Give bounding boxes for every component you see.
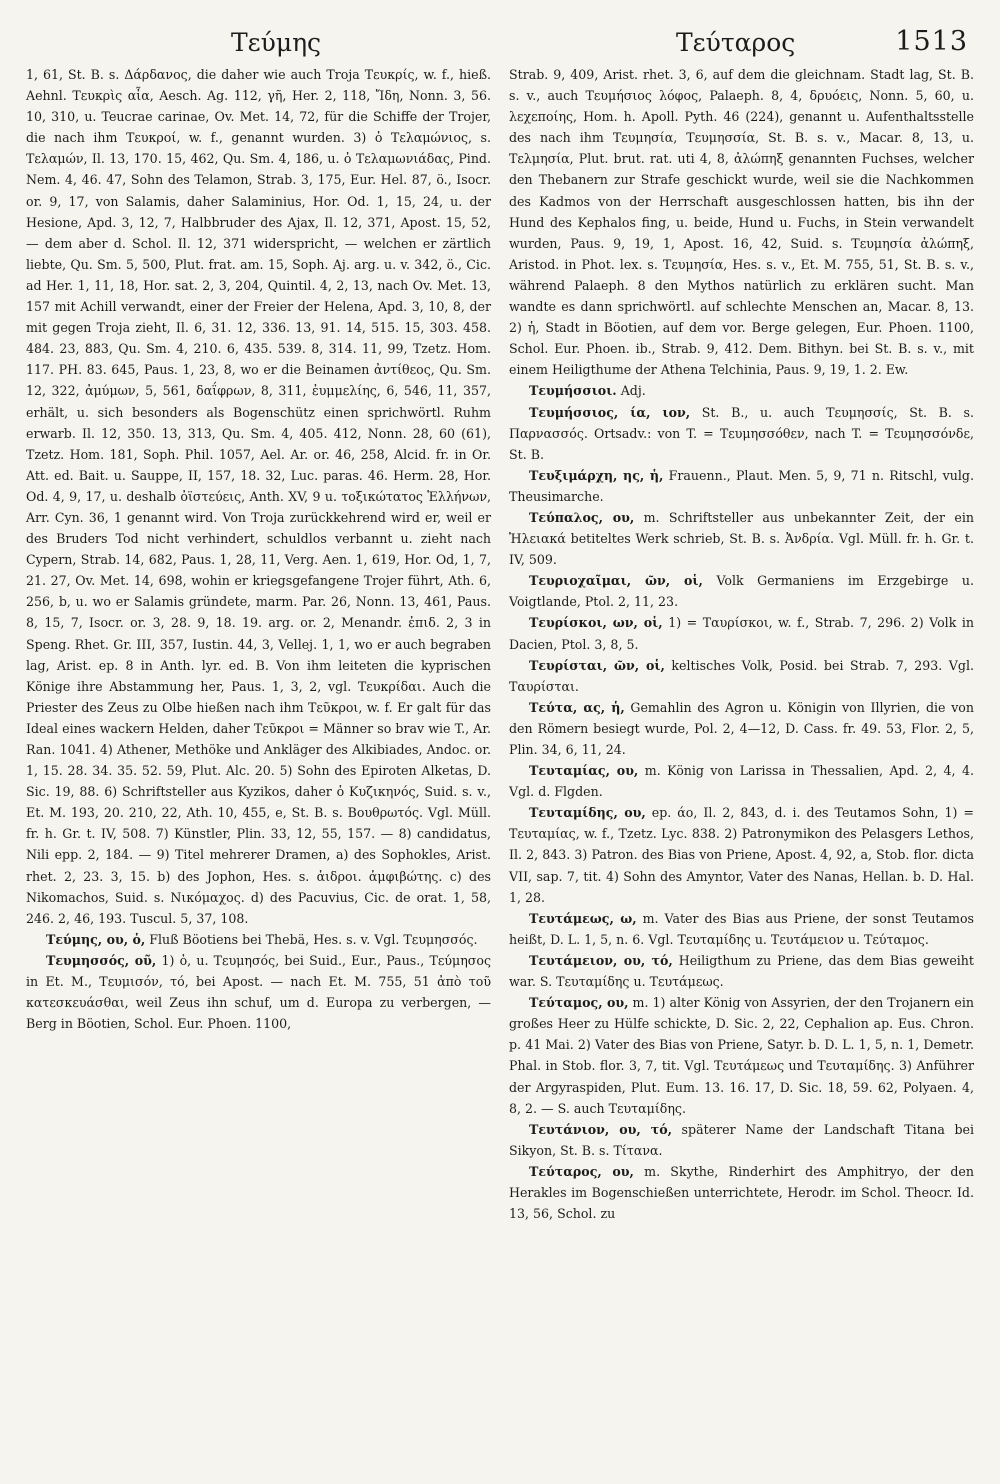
entry-text: 1, 61, St. B. s. Δάρδανος, die daher wie auch Troja Τευκρίς, w. f., hieß. Aehnl. Τευκρὶς αἶα, Aesch. Ag. 112, γῆ, Her. 2, 118, Ἴδη, Nonn. 3, 56. 10, 310, u. Teucrae carinae, Ov. Met. 14, 72, für die Schiffe der Trojer, die nach ihm Τευκροί, w. f., genannt wurden. 3) ὁ Τελαμώνιος, s. Τελαμών, Il. 13, 170. 15, 462, Qu. Sm. 4, 186, u. ὁ Τελαμωνιάδας, Pind. Nem. 4, 46. 47, Sohn des Telamon, Strab. 3, 175, Eur. Hel. 87, ö., Isocr. or. 9, 17, von Salamis, daher Salaminius, Hor. Od. 1, 15, 24, u. der Hesione, Apd. 3, 12, 7, Halbbruder des Ajax, Il. 12, 371, Apost. 15, 52, — dem aber d. Schol. Il. 12, 371 widerspricht, — welchen er zärtlich liebte, Qu. Sm. 5, 500, Plut. frat. am. 15, Soph. Aj. arg. u. v. 342, ö., Cic. ad Her. 1, 11, 18, Hor. sat. 2, 3, 204, Quintil. 4, 2, 13, nach Ov. Met. 13, 157 mit Achill verwandt, einer der Freier der Helena, Apd. 3, 10, 8, der mit gegen Troja zieht, Il. 6, 31. 12, 336. 13, 91. 14, 515. 15, 303. 458. 484. 23, 883, Qu. Sm. 4, 210. 6, 435. 539. 8, 314. 11, 99, Tzetz. Hom. 117. PH. 83. 645, Paus. 1, 23, 8, wo er die Beinamen ἀντίθεος, Qu. Sm. 12, 322, ἀμύμων, 5, 561, δαΐφρων, 8, 311, ἐυμμελίης, 6, 546, 11, 357, erhält, u. sich besonders als Bogenschütz einen sprichwörtl. Ruhm erwarb. Il. 12, 350. 13, 313, Qu. Sm. 4, 405. 412, Nonn. 28, 60 (61), Tzetz. Hom. 181, Soph. Phil. 1057, Ael. Ar. or. 46, 258, Alcid. fr. in Or. Att. ed. Bait. u. Sauppe, II, 157, 18. 32, Luc. paras. 46. Herm. 28, Hor. Od. 4, 9, 17, u. deshalb ὀϊστεύεις, Anth. XV, 9 u. τοξικώτατος Ἑλλήνων, Arr. Cyn. 36, 1 genannt wird. Von Troja zurückkehrend wird er, weil er des Bruders Tod nicht verhindert, schuldlos verbannt u. zieht nach Cypern, Strab. 14, 682, Paus. 1, 28, 11, Verg. Aen. 1, 619, Hor. Od, 1, 7, 21. 27, Ov. Met. 14, 698, wohin er kriegsgefangene Trojer führt, Ath. 6, 256, b, u. wo er Salamis gründete, marm. Par. 26, Nonn. 13, 461, Paus. 8, 15, 7, Isocr. or. 3, 28. 9, 18. 19. arg. or. 2, Menandr. ἐπιδ. 2, 3 in Speng. Rhet. Gr. III, 357, Iustin. 44, 3, Vellej. 1, 1, wo er auch begraben lag, Arist. ep. 8 in Anth. lyr. ed. B. Von ihm leiteten die kyprischen Könige ihre Abstammung her, Paus. 1, 3, 2, vgl. Τευκρίδαι. Auch die Priester des Zeus zu Olbe hießen nach ihm Τεῦκροι, w. f. Er galt für das Ideal eines wackern Helden, daher Τεῦκροι = Männer so brav wie T., Ar. Ran. 1041. 4) Athener, Methöke und Ankläger des Alkibiades, Andoc. or. 1, 15. 28. 34. 35. 52. 59, Plut. Alc. 20. 5) Sohn des Epiroten Alketas, D. Sic. 19, 88. 6) Schriftsteller aus Kyzikos, daher ὁ Κυζικηνός, Suid. s. v., Et. M. 193, 20. 210, 22, Ath. 10, 455, e, St. B. s. Βουθρωτός. Vgl. Müll. fr. h. Gr. t. IV, 508. 7) Künstler, Plin. 33, 12, 55, 157. — 8) candidatus, Nili epp. 2, 184. — 9) Titel mehrerer Dramen, a) des Sophokles, Arist. rhet. 2, 23. 3, 15. b) des Jophon, Hes. s. ἀιδροι. ἀμφιβώτης. c) des Nikomachos, Suid. s. Νικόμαχος. d) des Pacuvius, Cic. de orat. 1, 58, 246. 2, 46, 193. Tuscul. 5, 37, 108.	[26, 67, 491, 926]
entry-text: 1) ὁ, u. Τευμησός, bei Suid., Eur., Paus., Τεύμησος in Et. M., Τευμισόν, τό, bei Apost. — nach Et. M. 755, 51 ἀπὸ τοῦ κατεσκευάσθαι, weil Zeus ihn schuf, um d. Europa zu verbergen, — Berg in Böotien, Schol. Eur. Phoen. 1100,	[26, 952, 491, 1032]
entry-headword: Τευτάμειον, ου, τό,	[529, 952, 673, 968]
entry-text: keltisches Volk, Posid. bei Strab. 7, 293. Vgl. Ταυρίσται.	[509, 657, 974, 694]
entry-headword: Τευριοχαῖμαι, ῶν, οἱ,	[529, 573, 703, 589]
dictionary-entry	[509, 1161, 974, 1224]
entry-text: m. 1) alter König von Assyrien, der den Trojanern ein großes Heer zu Hülfe schickte, D. Sic. 2, 22, Cephalion ap. Eus. Chron. p. 41 Mai. 2) Vater des Bias von Priene, Satyr. b. D. L. 1, 5, n. 1, Demetr. Phal. in Stob. flor. 3, 7, tit. Vgl. Τευτάμεως und Τευταμίδης. 3) Anführer der Argyraspiden, Plut. Eum. 13. 16. 17, D. Sic. 18, 59. 62, Polyaen. 4, 8, 2. — S. auch Τευταμίδης.	[509, 995, 974, 1116]
entry-continuation	[509, 64, 974, 380]
entry-text: Volk Germaniens im Erzgebirge u. Voigtlande, Ptol. 2, 11, 23.	[509, 573, 974, 610]
right-running-headword: Τεύταρος	[676, 28, 796, 57]
left-running-headword: Τεύμης	[231, 28, 322, 57]
entry-headword: Τευρίσται, ῶν, οἱ,	[529, 657, 665, 673]
entry-text: m. Skythe, Rinderhirt des Amphitryo, der den Herakles im Bogenschießen unterrichtete, Herodr. im Schol. Theocr. Id. 13, 56, Schol. zu	[509, 1163, 974, 1222]
entry-headword: Τεύταμος, ου,	[529, 995, 629, 1011]
dictionary-entry	[509, 992, 974, 1119]
entry-text: m. Schriftsteller aus unbekannter Zeit, der ein Ἠλειακά betiteltes Werk schrieb, St. B. s. Ἀνδρία. Vgl. Müll. fr. h. Gr. t. IV, 509.	[509, 509, 974, 568]
dictionary-entry	[509, 507, 974, 570]
dictionary-entry	[509, 655, 974, 697]
entry-text: Strab. 9, 409, Arist. rhet. 3, 6, auf dem die gleichnam. Stadt lag, St. B. s. v., auch Τευμήσιος λόφος, Palaeph. 8, 4, δρυόεις, Nonn. 5, 60, u. λεχεποίης, Hom. h. Apoll. Pyth. 46 (224), genannt u. Aufenthaltsstelle des nach ihm Τευμησία, Τευμησσία, St. B. s. v., Macar. 8, 13, u. Τελμησία, Plut. brut. rat. uti 4, 8, ἀλώπηξ genannten Fuchses, welcher den Thebanern zur Strafe geschickt wurde, weil sie die Nachkommen des Kadmos von der Herrschaft ausgeschlossen hatten, bis ihn der Hund des Kephalos fing, u. beide, Hund u. Fuchs, in Stein verwandelt wurden, Paus. 9, 19, 1, Apost. 16, 42, Suid. s. Τευμησία ἀλώπηξ, Aristod. in Phot. lex. s. Τευμησία, Hes. s. v., Et. M. 755, 51, St. B. s. v., während Palaeph. 8 den Mythos natürlich zu erklären sucht. Man wandte es dann sprichwörtl. auf schlechte Menschen an, Macar. 8, 13. 2) ἡ, Stadt in Böotien, auf dem vor. Berge gelegen, Eur. Phoen. 1100, Schol. Eur. Phoen. ib., Strab. 9, 412. Dem. Bithyn. bei St. B. s. v., mit einem Heiligthume der Athena Telchinia, Paus. 9, 19, 1. 2. Ew.	[509, 67, 974, 378]
entry-headword: Τεύπαλος, ου,	[529, 509, 635, 525]
entry-headword: Τευρίσκοι, ων, οἱ,	[529, 615, 663, 631]
dictionary-entry	[509, 908, 974, 950]
entry-headword: Τευμήσσιοι.	[529, 383, 617, 399]
entry-text: späterer Name der Landschaft Titana bei Sikyon, St. B. s. Τίτανα.	[509, 1121, 974, 1158]
entry-continuation	[26, 64, 491, 929]
left-column	[26, 64, 491, 1224]
entry-headword: Τεύμης, ου, ὁ,	[46, 931, 146, 947]
entry-headword: Τευμησσός, οῦ,	[46, 952, 157, 968]
right-column	[509, 64, 974, 1224]
dictionary-entry	[509, 402, 974, 465]
entry-text: ep. άο, Il. 2, 843, d. i. des Teutamos Sohn, 1) = Τευταμίας, w. f., Tzetz. Lyc. 838. 2) Patronymikon des Pelasgers Lethos, Il. 2, 843. 3) Patron. des Bias von Priene, Apost. 4, 92, a, Stob. flor. dicta VII, sap. 7, tit. 4) Sohn des Amyntor, Vater des Nanas, Hellan. b. D. Hal. 1, 28.	[509, 805, 974, 905]
page-number: 1513	[895, 26, 968, 57]
dictionary-entry	[26, 950, 491, 1034]
entry-text: Adj.	[616, 383, 646, 399]
entry-text: Fluß Böotiens bei Thebä, Hes. s. v. Vgl. Τευμησσός.	[145, 931, 478, 947]
dictionary-entry	[509, 465, 974, 507]
dictionary-entry	[509, 1119, 974, 1161]
entry-headword: Τευταμίδης, ου,	[529, 805, 646, 821]
dictionary-entry	[26, 929, 491, 950]
dictionary-entry	[509, 612, 974, 654]
entry-headword: Τευμήσσιος, ία, ιον,	[529, 404, 691, 420]
entry-headword: Τευξιμάρχη, ης, ἡ,	[529, 467, 664, 483]
dictionary-entry	[509, 802, 974, 907]
dictionary-entry	[509, 570, 974, 612]
entry-headword: Τεύταρος, ου,	[529, 1163, 634, 1179]
entry-headword: Τευταμίας, ου,	[529, 763, 639, 779]
entry-text: m. König von Larissa in Thessalien, Apd. 2, 4, 4. Vgl. d. Flgden.	[509, 763, 974, 800]
entry-text: St. B., u. auch Τευμησσίς, St. B. s. Παρνασσός. Ortsadv.: von T. = Τευμησσόθεν, nach T. = Τευμησσόνδε, St. B.	[509, 404, 974, 462]
entry-headword: Τεύτα, ας, ἡ,	[529, 699, 625, 715]
entry-text: 1) = Ταυρίσκοι, w. f., Strab. 7, 296. 2) Volk in Dacien, Ptol. 3, 8, 5.	[509, 615, 974, 652]
entry-headword: Τευτάμεως, ω,	[529, 910, 637, 926]
entry-headword: Τευτάνιον, ου, τό,	[529, 1121, 672, 1137]
dictionary-entry	[509, 950, 974, 992]
entry-text: Gemahlin des Agron u. Königin von Illyrien, die von den Römern besiegt wurde, Pol. 2, 4—12, D. Cass. fr. 49. 53, Flor. 2, 5, Plin. 34, 6, 11, 24.	[509, 699, 974, 757]
entry-text: Heiligthum zu Priene, das dem Bias geweiht war. S. Τευταμίδης u. Τευτάμεως.	[509, 952, 974, 990]
dictionary-entry	[509, 697, 974, 760]
dictionary-entry	[509, 380, 974, 401]
text-columns	[26, 64, 974, 1224]
entry-text: m. Vater des Bias aus Priene, der sonst Teutamos heißt, D. L. 1, 5, n. 6. Vgl. Τευταμίδης u. Τευτάμειον u. Τεύταμος.	[509, 910, 974, 947]
dictionary-entry	[509, 760, 974, 802]
page-header	[26, 18, 974, 64]
entry-text: Frauenn., Plaut. Men. 5, 9, 71 n. Ritschl, vulg. Theusimarche.	[509, 467, 974, 504]
